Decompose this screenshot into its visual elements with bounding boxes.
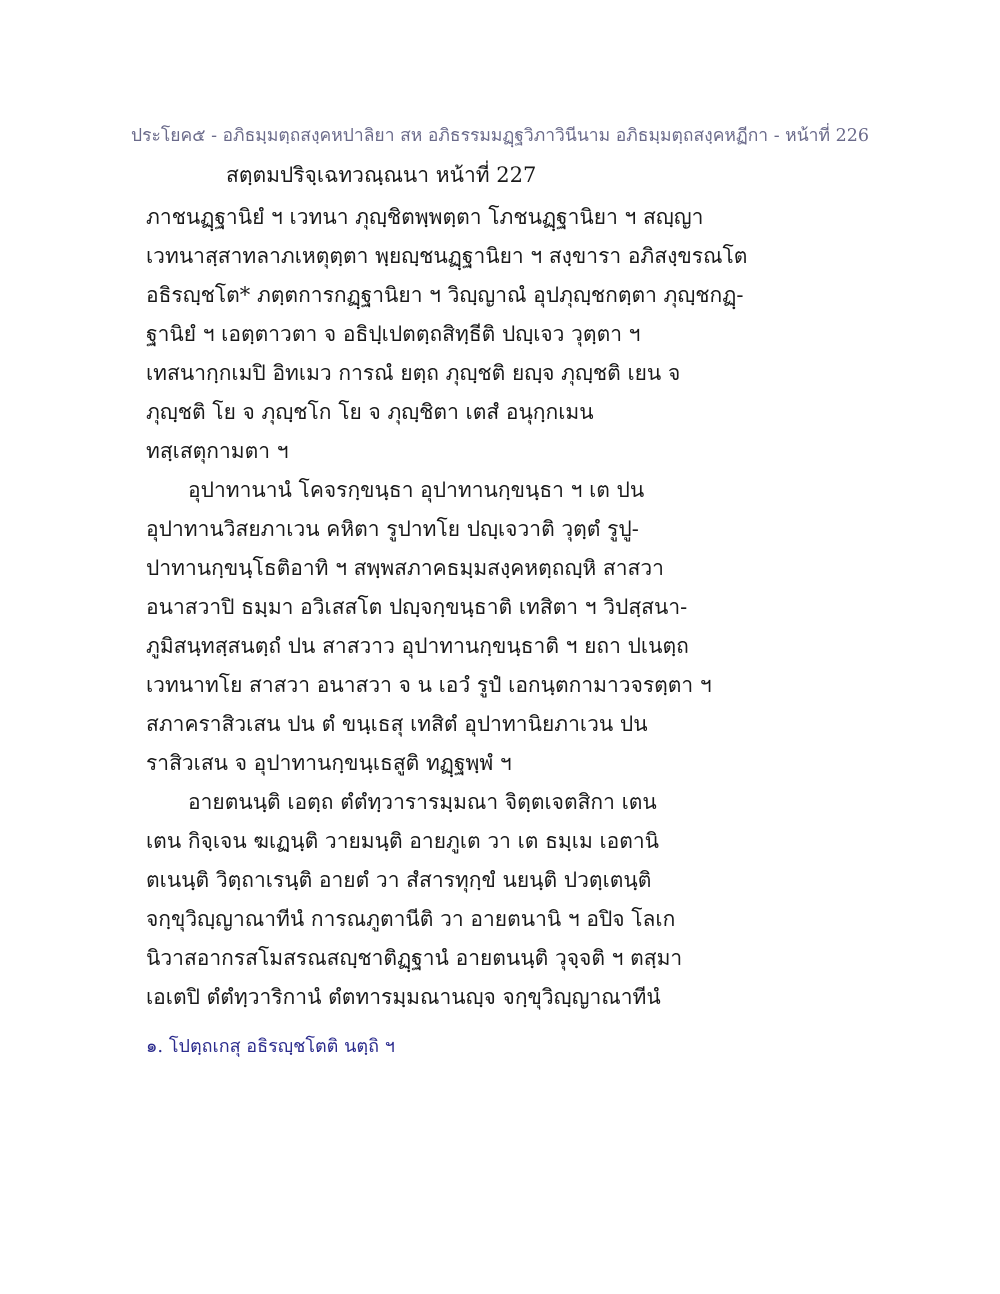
text-line: เทสนากฺกเมปิ อิทเมว การณํ ยตฺถ ภุญฺชติ ยญฺจ ภุญฺชติ เยน จ: [146, 361, 681, 385]
text-line: อนาสวาปิ ธมฺมา อวิเสสโต ปญฺจกฺขนฺธาติ เทสิตา ฯ วิปสฺสนา-: [146, 595, 688, 619]
text-line: อายตนนฺติ เอตฺถ ตํตํทฺวารารมฺมณา จิตฺตเจตสิกา เตน: [188, 790, 657, 814]
text-line: ปาทานกฺขนฺโธติอาทิ ฯ สพฺพสภาคธมฺมสงฺคหตฺถญฺหิ สาสวา: [146, 556, 664, 580]
text-line: จกฺขุวิญฺญาณาทีนํ การณภูตานีติ วา อายตนานิ ฯ อปิจ โลเก: [146, 907, 676, 931]
text-line: สภาคราสิวเสน ปน ตํ ขนฺเธสุ เทสิตํ อุปาทานิยภาเวน ปน: [146, 712, 648, 736]
text-line: เอเตปิ ตํตํทฺวาริกานํ ตํตทารมฺมณานญฺจ จกฺขุวิญฺญาณาทีนํ: [146, 985, 661, 1009]
text-line: ฐานิยํ ฯ เอตฺตาวตา จ อธิปฺเปตตฺถสิทฺธีติ ปญฺเจว วุตฺตา ฯ: [146, 322, 641, 346]
text-line: อธิรญฺชโต* ภตฺตการกฏฺฐานิยา ฯ วิญฺญาณํ อุปภุญฺชกตฺตา ภุญฺชกฏฺ-: [146, 283, 744, 307]
text-line: ภุญฺชติ โย จ ภุญฺชโก โย จ ภุญฺชิตา เตสํ อนุกฺกเมน: [146, 400, 594, 424]
text-line: เวทนาสฺสาทลาภเหตุตฺตา พฺยญฺชนฏฺฐานิยา ฯ สงฺขารา อภิสงฺขรณโต: [146, 244, 748, 268]
footnote: ๑. โปตฺถเกสุ อธิรญฺชโตติ นตฺถิ ฯ: [146, 1036, 395, 1057]
running-header: ประโยค๕ - อภิธมฺมตฺถสงฺคหปาลิยา สห อภิธรรมมฏฺฐวิภาวินีนาม อภิธมฺมตฺถสงฺคหฏีกา - หน้าที่ 226: [131, 126, 869, 146]
text-line: ตเนนฺติ วิตฺถาเรนฺติ อายตํ วา สํสารทุกฺขํ นยนฺติ ปวตฺเตนฺติ: [146, 868, 652, 892]
text-line: ทสฺเสตุกามตา ฯ: [146, 439, 289, 463]
text-line: เวทนาทโย สาสวา อนาสวา จ น เอวํ รูปํ เอกนฺตกามาวจรตฺตา ฯ: [146, 673, 712, 697]
text-line: เตน กิจฺเจน ฆเฏนฺติ วายมนฺติ อายภูเต วา เต ธมฺเม เอตานิ: [146, 829, 660, 853]
chapter-subheading: สตฺตมปริจฺเฉทวณฺณนา หน้าที่ 227: [226, 163, 537, 187]
text-line: ภูมิสนฺทสฺสนตฺถํ ปน สาสวาว อุปาทานกฺขนฺธาติ ฯ ยถา ปเนตฺถ: [146, 634, 689, 658]
text-line: ราสิวเสน จ อุปาทานกฺขนฺเธสูติ ทฏฺฐพฺพํ ฯ: [146, 751, 512, 775]
text-line: ภาชนฏฺฐานิยํ ฯ เวทนา ภุญฺชิตพฺพตฺตา โภชนฏฺฐานิยา ฯ สญฺญา: [146, 205, 704, 229]
text-line: อุปาทานวิสยภาเวน คหิตา รูปาทโย ปญฺเจวาติ วุตฺตํ รูปู-: [146, 517, 639, 541]
body-text: [146, 198, 748, 1017]
text-line: อุปาทานานํ โคจรกฺขนฺธา อุปาทานกฺขนฺธา ฯ เต ปน: [188, 478, 645, 502]
text-line: นิวาสอากรสโมสรณสญฺชาติฏฺฐานํ อายตนนฺติ วุจฺจติ ฯ ตสฺมา: [146, 946, 683, 970]
